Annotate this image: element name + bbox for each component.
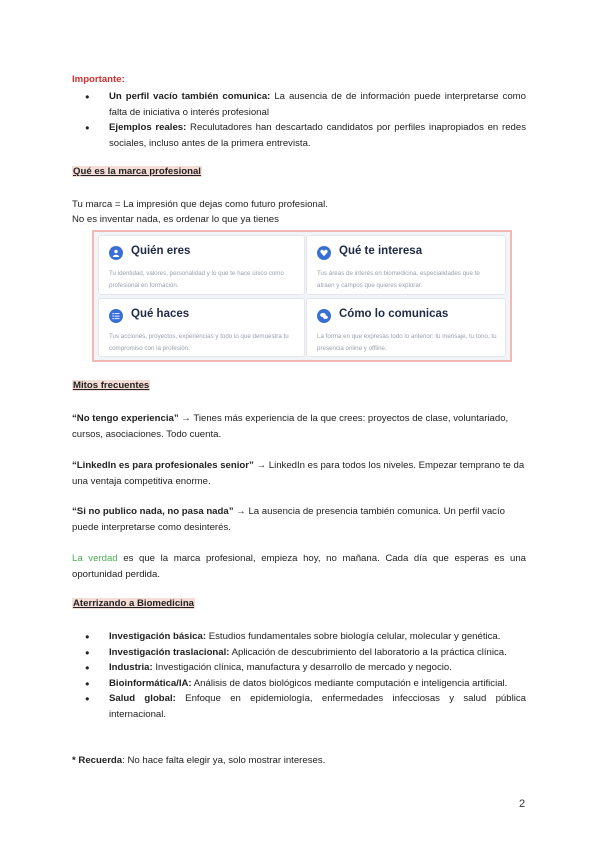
myth-text: → La ausencia de presencia también comunica. Un perfil vacío puede interpretarse como desinterés. [72,506,505,533]
heart-icon [317,246,331,260]
brand-cards [92,230,512,362]
item-text: Análisis de datos biológicos mediante computación e inteligencia artificial. [191,677,508,689]
item-bold: Un perfil vacío también comunica: [109,91,271,102]
myth-text: → LinkedIn es para todos los niveles. Empezar temprano te da una ventaja competitiva enorme. [72,460,525,487]
item-bold: Industria: [109,662,153,673]
card-description: Tus áreas de interés en biomedicina, especialidades que te atraen y campos que quieres explorar. [317,270,480,289]
myth-text: → Tienes más experiencia de la que crees: proyectos de clase, voluntariado, cursos, asociaciones. Todo cuenta. [72,413,509,440]
section-heading-bio: Aterrizando a Biomedicina [73,598,195,609]
myth-item [72,458,526,489]
myth-item [72,504,526,535]
item-bold: Investigación traslacional: [109,646,230,658]
marca-line-1: Tu marca = La impresión que dejas como futuro profesional. [72,199,328,210]
card-description: Tu identidad, valores, personalidad y lo que te hace único como profesional en formación. [109,270,284,289]
card-title: Cómo lo comunicas [339,308,449,320]
card-title: Qué haces [131,308,190,320]
item-text: Estudios fundamentales sobre biología celular, molecular y genética. [206,631,501,642]
card-como-lo-comunicas [306,298,506,357]
note-text: : No hace falta elegir ya, solo mostrar intereses. [122,755,326,766]
item-bold: Bioinformática/IA: [109,677,192,689]
verdad-label: La verdad [72,553,118,564]
myth-item [72,411,526,442]
card-que-haces [98,298,305,357]
verdad-paragraph [72,551,526,582]
list-icon [109,309,123,323]
item-bold: Investigación básica: [109,631,207,642]
card-que-te-interesa [306,235,506,295]
list-item [72,89,526,120]
marca-line-2: No es inventar nada, es ordenar lo que ya tienes [72,214,279,225]
chat-icon [317,309,331,323]
card-title: Qué te interesa [339,245,423,257]
list-item [72,120,526,151]
note-mark: * [72,755,76,766]
item-bold: Salud global: [109,693,176,704]
myth-quote: “LinkedIn es para profesionales senior” [72,460,254,471]
list-item [72,660,526,676]
user-icon [109,246,123,260]
list-item [72,676,526,692]
card-description: La forma en que expresas todo lo anterior: tu mensaje, tu tono, tu presencia online y offline. [317,333,497,352]
note-label: Recuerda [75,755,123,766]
item-text: La ausencia de de información puede interpretarse como falta de iniciativa o interés profesional [109,91,526,118]
recuerda-note [72,753,526,769]
page-number: 2 [519,798,526,810]
verdad-text: es que la marca profesional, empieza hoy, no mañana. Cada día que esperas es una oportunidad perdida. [72,553,526,580]
myth-quote: “No tengo experiencia” [72,413,179,424]
item-bold: Ejemplos reales: [109,122,187,133]
section-heading-marca: Qué es la marca profesional [73,166,201,177]
important-list [72,89,526,151]
item-text: Investigación clínica, manufactura y desarrollo de mercado y negocio. [152,662,452,673]
item-text: Aplicación de descubrimiento del laboratorio a la práctica clínica. [229,646,507,658]
item-text: Enfoque en epidemiología, enfermedades infecciosas y salud pública internacional. [109,693,526,720]
list-item [72,645,526,661]
card-description: Tus acciones, proyectos, experiencias y todo lo que demuestra tu compromiso con la profesión. [109,333,289,352]
important-label: Importante: [72,74,125,85]
list-item [72,629,526,645]
card-quien-eres [98,235,305,295]
item-text: Reculutadores han descartado candidatos por perfiles inapropiados en redes sociales, incluso antes de la primera entrevista. [109,122,526,149]
card-title: Quién eres [131,245,191,257]
bio-list [72,629,526,722]
section-heading-mitos: Mitos frecuentes [73,380,150,391]
list-item [72,691,526,722]
myth-quote: “Si no publico nada, no pasa nada” [72,506,234,517]
